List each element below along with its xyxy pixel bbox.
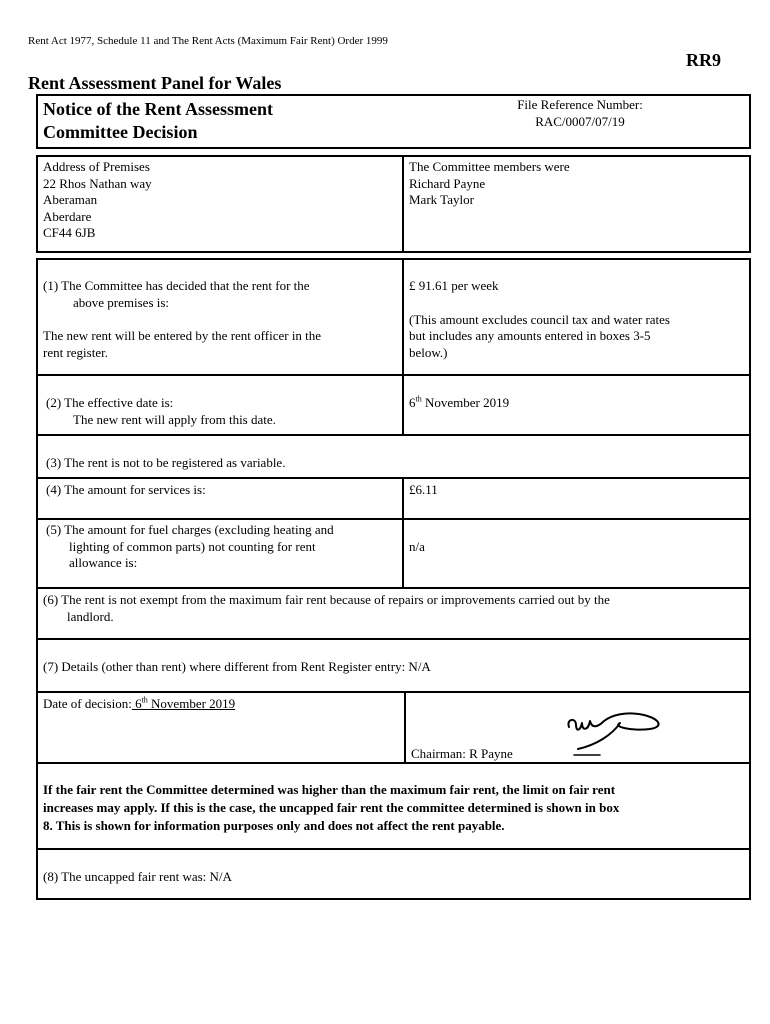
signature	[560, 705, 670, 763]
committee-members	[409, 159, 570, 209]
section-1-note: The new rent will be entered by the rent officer in the	[43, 328, 322, 343]
effective-suffix: th	[415, 394, 422, 404]
section-8-text: (8) The uncapped fair rent was: N/A	[43, 869, 232, 884]
decision-date-label: Date of decision:	[43, 696, 132, 711]
notice-title-line1: Notice of the Rent Assessment	[43, 99, 273, 119]
rent-note: (This amount excludes council tax and water rates	[409, 311, 670, 327]
section-6-text	[43, 592, 747, 625]
address-line: CF44 6JB	[43, 225, 96, 240]
effective-month-year: November 2019	[421, 395, 510, 410]
address-line: 22 Rhos Nathan way	[43, 175, 152, 191]
section-2-line: The new rent will apply from this date.	[73, 411, 276, 427]
notice-line: increases may apply. If this is the case, the uncapped fair rent the committee determined is shown in box	[43, 800, 620, 815]
file-reference	[480, 97, 680, 130]
notice-line: 8. This is shown for information purposes only and does not affect the rent payable.	[43, 818, 505, 833]
section-4-text: (4) The amount for services is:	[46, 482, 206, 497]
address-line: Aberaman	[43, 192, 98, 207]
section-7-text: (7) Details (other than rent) where different from Rent Register entry: N/A	[43, 659, 431, 674]
section-1-line: above premises is:	[73, 294, 170, 310]
divider	[36, 518, 751, 520]
section-5-line: allowance is:	[69, 555, 138, 570]
notice-title-line2: Committee Decision	[43, 122, 198, 142]
committee-member: Mark Taylor	[409, 192, 474, 207]
decision-date-value	[132, 696, 235, 711]
divider	[404, 691, 406, 763]
section-5-line: lighting of common parts) not counting for rent	[69, 538, 316, 554]
premises-label: Address of Premises	[43, 159, 150, 174]
divider	[402, 258, 404, 435]
section-5-text	[46, 522, 398, 572]
decision-suffix: th	[141, 695, 148, 705]
section-1-line: (1) The Committee has decided that the rent for the	[43, 278, 310, 293]
uncapped-rent-notice	[43, 781, 749, 835]
section-6-line: (6) The rent is not exempt from the maximum fair rent because of repairs or improvements carried out by the	[43, 592, 610, 607]
divider	[402, 477, 404, 588]
effective-day: 6	[409, 395, 416, 410]
divider	[36, 848, 751, 850]
divider	[36, 691, 751, 693]
committee-member: Richard Payne	[409, 175, 486, 191]
services-amount: £6.11	[409, 482, 438, 497]
divider	[36, 587, 751, 589]
notice-line: If the fair rent the Committee determined was higher than the maximum fair rent, the limit on fair rent	[43, 782, 616, 797]
section-5-line: (5) The amount for fuel charges (excluding heating and	[46, 522, 334, 537]
section-2-text	[46, 395, 276, 428]
file-ref-label: File Reference Number:	[517, 97, 643, 112]
section-1-note: rent register.	[43, 344, 108, 360]
rent-note: but includes any amounts entered in boxes 3-5	[409, 328, 651, 343]
address-line: Aberdare	[43, 208, 92, 224]
notice-title	[43, 98, 273, 144]
divider	[36, 638, 751, 640]
panel-title: Rent Assessment Panel for Wales	[28, 73, 282, 93]
divider	[36, 374, 751, 376]
divider	[36, 477, 751, 479]
decision-month-year: November 2019	[147, 696, 236, 711]
section-1-text	[43, 278, 398, 361]
section-1-value	[409, 278, 747, 361]
legislation-line: Rent Act 1977, Schedule 11 and The Rent Acts (Maximum Fair Rent) Order 1999	[28, 35, 388, 47]
chairman-name: Chairman: R Payne	[411, 746, 513, 761]
section-6-line: landlord.	[67, 608, 114, 624]
section-2-line: (2) The effective date is:	[46, 395, 174, 410]
decision-day: 6	[131, 696, 142, 711]
committee-label: The Committee members were	[409, 159, 570, 174]
rent-amount: £ 91.61 per week	[409, 278, 499, 293]
divider	[402, 155, 404, 253]
rent-note: below.)	[409, 344, 448, 360]
section-3-text: (3) The rent is not to be registered as variable.	[46, 455, 286, 470]
fuel-charges-value: n/a	[409, 539, 425, 554]
effective-date	[409, 395, 509, 412]
divider	[36, 434, 751, 436]
premises-address	[43, 159, 152, 242]
form-code: RR9	[686, 50, 721, 70]
decision-date	[43, 696, 235, 713]
file-ref-value: RAC/0007/07/19	[535, 113, 625, 129]
